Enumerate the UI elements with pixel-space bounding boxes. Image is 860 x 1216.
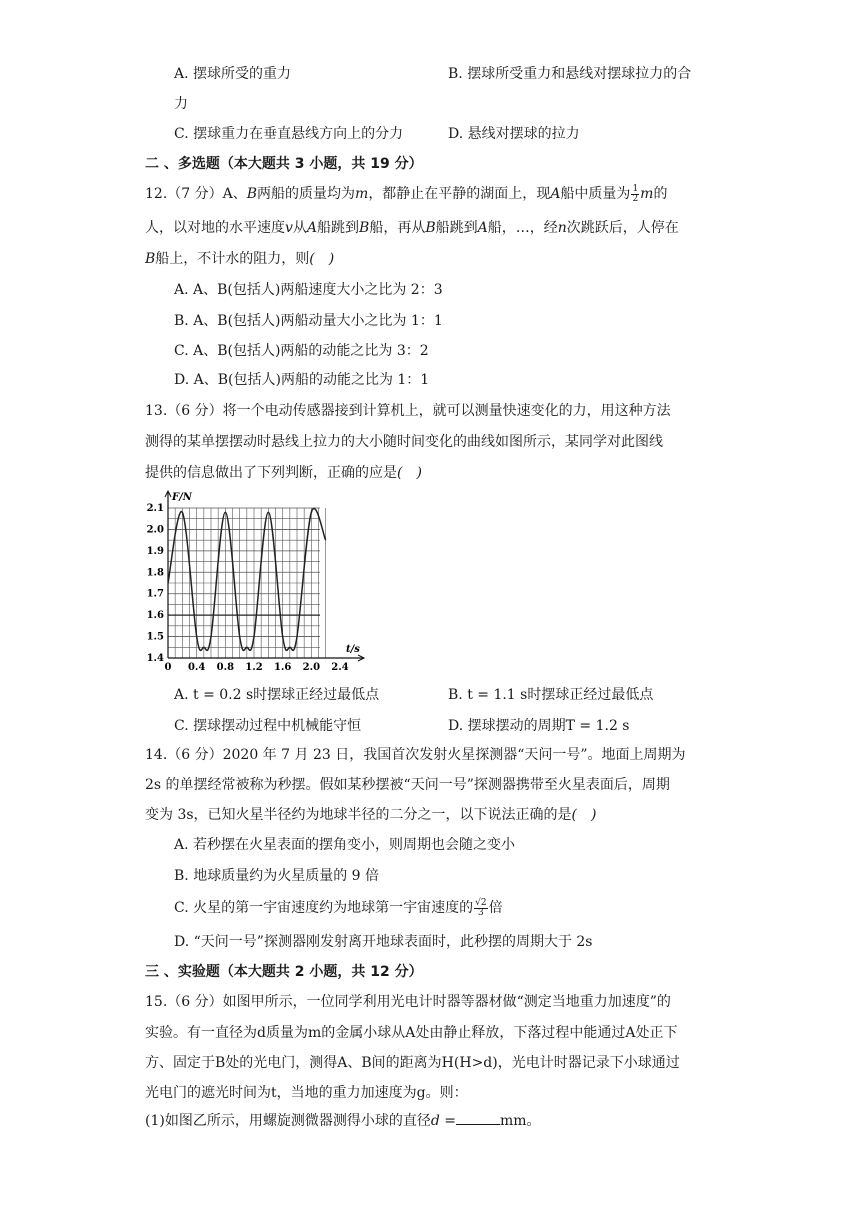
chart-axes bbox=[165, 491, 364, 661]
q12-option-c: C. A、B(包括人)两船的动能之比为 3：2 bbox=[174, 343, 429, 359]
y-tick-label: 1.7 bbox=[146, 588, 164, 600]
q13-option-d: D. 摆球摆动的周期T = 1.2 s bbox=[448, 718, 630, 734]
q11-option-a-wrap: 力 bbox=[174, 96, 188, 112]
y-tick-label: 2.1 bbox=[146, 503, 164, 514]
section-heading-experiment: 三 、实验题（本大题共 2 小题，共 12 分） bbox=[145, 964, 423, 980]
answer-blank[interactable] bbox=[456, 1110, 500, 1125]
q14-option-d: D. “天问一号”探测器刚发射离开地球表面时，此秒摆的周期大于 2s bbox=[174, 934, 593, 950]
q13-option-c: C. 摆球摆动过程中机械能守恒 bbox=[174, 718, 362, 734]
q13-line-3: 提供的信息做出了下列判断，正确的应是( ) bbox=[145, 465, 422, 481]
q14-option-c: C. 火星的第一宇宙速度约为地球第一宇宙速度的 $\frac{√2}{3}$ 倍 bbox=[174, 897, 503, 918]
q11-option-c: C. 摆球重力在垂直悬线方向上的分力 bbox=[174, 126, 404, 142]
q15-line-5: (1)如图乙所示，用螺旋测微器测得小球的直径d = mm。 bbox=[145, 1110, 541, 1131]
q15-line-1: 15.（6 分）如图甲所示，一位同学利用光电计时器等器材做“测定当地重力加速度”的 bbox=[145, 994, 671, 1010]
q12-option-a: A. A、B(包括人)两船速度大小之比为 2：3 bbox=[174, 282, 443, 298]
q12-line-3: B船上，不计水的阻力，则( ) bbox=[145, 251, 335, 267]
section-heading-multiple-choice: 二 、多选题（本大题共 3 小题，共 19 分） bbox=[145, 156, 423, 172]
fraction-one-half: $\frac{1}{2}$ bbox=[632, 183, 639, 204]
q11-option-a: A. 摆球所受的重力 bbox=[174, 66, 292, 82]
q12-line-1: 12.（7 分）A、B两船的质量均为m，都静止在平静的湖面上，现A船中质量为 $\frac{1}{2}$ m的 bbox=[145, 183, 668, 204]
q12-option-b: B. A、B(包括人)两船动量大小之比为 1：1 bbox=[174, 313, 443, 329]
q15-line-4: 光电门的遮光时间为t，当地的重力加速度为g。则： bbox=[145, 1085, 468, 1101]
q14-line-3: 变为 3s，已知火星半径约为地球半径的二分之一，以下说法正确的是( ) bbox=[145, 807, 597, 823]
q15-line-3: 方、固定于B处的光电门，测得A、B间的距离为H(H>d)，光电计时器记录下小球通过 bbox=[145, 1055, 680, 1071]
y-tick-label: 1.9 bbox=[146, 545, 164, 557]
q14-option-b: B. 地球质量约为火星质量的 9 倍 bbox=[174, 868, 379, 884]
y-tick-label: 2.0 bbox=[146, 524, 164, 536]
q13-option-a: A. t = 0.2 s时摆球正经过最低点 bbox=[174, 687, 380, 703]
y-tick-labels bbox=[147, 503, 164, 664]
q13-line-1: 13.（6 分）将一个电动传感器接到计算机上，就可以测量快速变化的力，用这种方法 bbox=[145, 403, 671, 419]
q12-option-d: D. A、B(包括人)两船的动能之比为 1：1 bbox=[174, 372, 430, 388]
y-tick-label: 1.6 bbox=[146, 610, 164, 622]
x-tick-label: 1.6 bbox=[273, 662, 292, 672]
q11-option-b: B. 摆球所受重力和悬线对摆球拉力的合 bbox=[448, 66, 692, 82]
y-tick-label: 1.8 bbox=[146, 567, 164, 579]
force-time-chart bbox=[140, 488, 372, 672]
x-tick-labels bbox=[165, 662, 349, 672]
q14-option-a: A. 若秒摆在火星表面的摆角变小，则周期也会随之变小 bbox=[174, 837, 516, 853]
y-axis-label: F/N bbox=[172, 492, 192, 503]
q12-line-2: 人，以对地的水平速度v从A船跳到B船，再从B船跳到A船，…，经n次跳跃后，人停在 bbox=[145, 220, 679, 236]
q14-line-2: 2s 的单摆经常被称为秒摆。假如某秒摆被“天问一号”探测器携带至火星表面后，周期 bbox=[145, 777, 670, 793]
y-tick-label: 1.4 bbox=[146, 653, 164, 664]
q13-option-b: B. t = 1.1 s时摆球正经过最低点 bbox=[448, 687, 654, 703]
x-tick-label: 0 bbox=[164, 662, 172, 672]
q13-line-2: 测得的某单摆摆动时悬线上拉力的大小随时间变化的曲线如图所示，某同学对此图线 bbox=[145, 434, 663, 450]
fraction-sqrt2-over-3: $\frac{√2}{3}$ bbox=[475, 897, 487, 918]
q14-line-1: 14.（6 分）2020 年 7 月 23 日，我国首次发射火星探测器“天问一号”。地面上周期为 bbox=[145, 747, 686, 763]
x-tick-label: 0.8 bbox=[216, 662, 235, 672]
x-axis-label: t/s bbox=[346, 644, 360, 655]
x-tick-label: 0.4 bbox=[187, 662, 206, 672]
x-tick-label: 1.2 bbox=[245, 662, 263, 672]
q15-line-2: 实验。有一直径为d质量为m的金属小球从A处由静止释放，下落过程中能通过A处正下 bbox=[145, 1025, 678, 1041]
x-tick-label: 2.0 bbox=[302, 662, 321, 672]
y-tick-label: 1.5 bbox=[146, 631, 164, 643]
x-tick-label: 2.4 bbox=[331, 662, 349, 672]
q11-option-d: D. 悬线对摆球的拉力 bbox=[448, 126, 580, 142]
